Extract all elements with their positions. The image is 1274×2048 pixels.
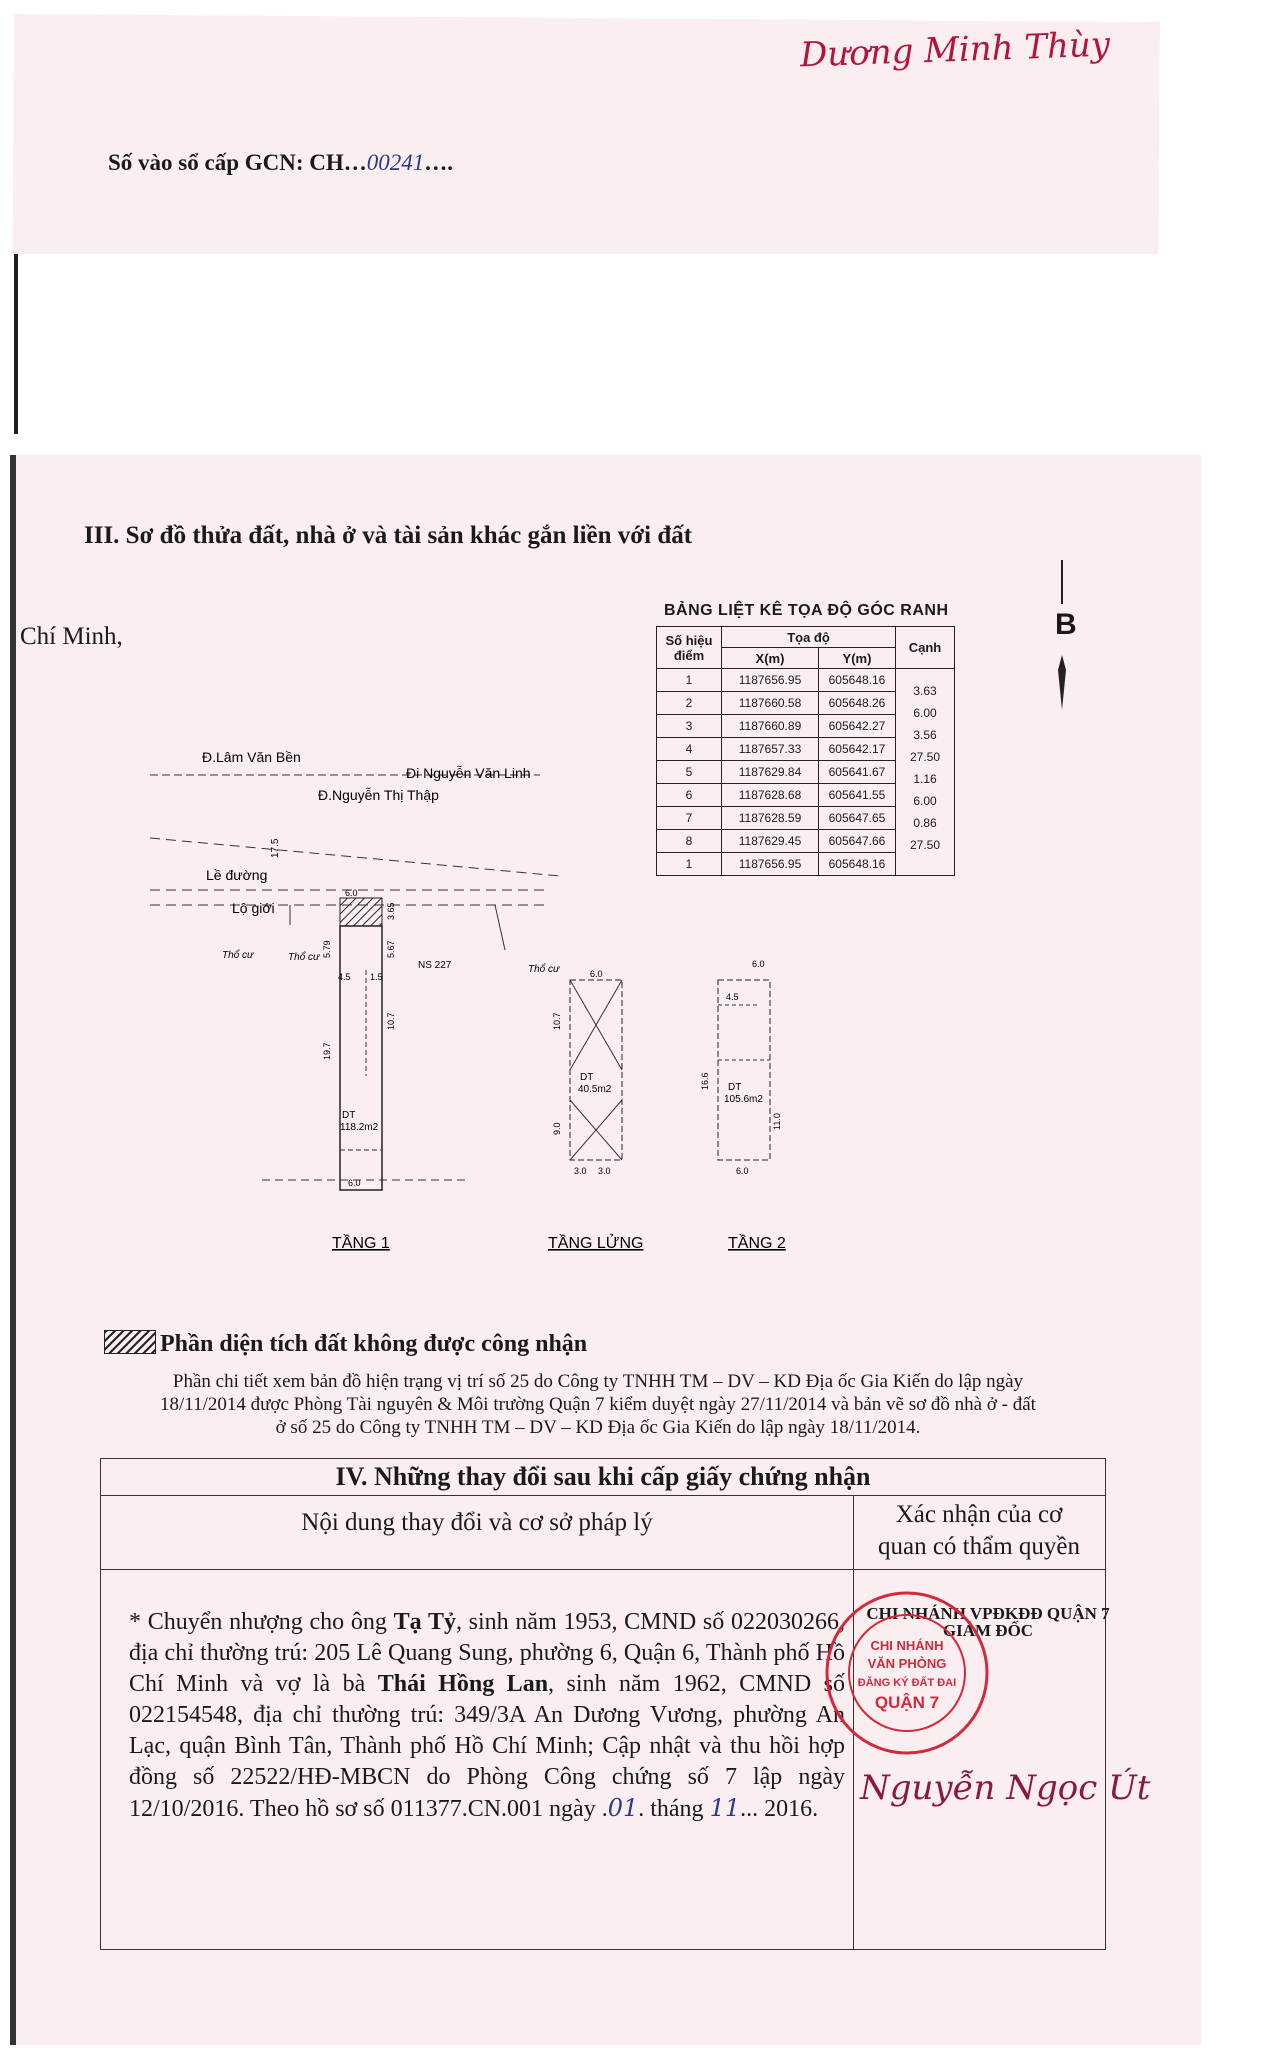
legend-text: Phần diện tích đất không được công nhận bbox=[160, 1331, 588, 1357]
note-line-2: 18/11/2014 được Phòng Tài nguyên & Môi trường Quận 7 kiểm duyệt ngày 27/11/2014 và bản vẽ sơ đồ nhà ở - đất bbox=[160, 1394, 1036, 1415]
f2-h11: 11.0 bbox=[772, 1113, 782, 1130]
coord-cell-pt: 6 bbox=[657, 784, 722, 807]
hatch-swatch-icon bbox=[104, 1330, 156, 1354]
mezzanine-title: TẦNG LỬNG bbox=[548, 1235, 644, 1252]
coord-row bbox=[657, 669, 955, 692]
buyer-name: Tạ Tỷ bbox=[393, 1609, 456, 1635]
entry-month: 11 bbox=[709, 1794, 741, 1822]
f1-h197: 19.7 bbox=[322, 1042, 332, 1060]
road-nguyen-thi-thap: Đ.Nguyễn Thị Thập bbox=[318, 787, 439, 803]
f2-h166: 16.6 bbox=[700, 1072, 710, 1090]
branch-line-1: CHI NHÁNH VPĐKĐĐ QUẬN 7 bbox=[866, 1604, 1110, 1623]
f2-bottom-width: 6.0 bbox=[736, 1166, 749, 1176]
edge-length: 27.50 bbox=[909, 750, 941, 764]
col2-line-2: quan có thẩm quyền bbox=[877, 1533, 1081, 1560]
mz-h9: 9.0 bbox=[552, 1122, 562, 1135]
coord-cell-x: 1187629.45 bbox=[722, 830, 819, 853]
f2-w45: 4.5 bbox=[726, 992, 739, 1002]
coord-cell-pt: 2 bbox=[657, 692, 722, 715]
mezzanine-plan bbox=[528, 963, 622, 1176]
f1-h107: 10.7 bbox=[386, 1012, 396, 1030]
col-y: Y(m) bbox=[819, 648, 896, 669]
entry-p2: , sinh năm 1953, CMND số 022030266, địa chỉ thường trú: 205 Lê Quang Sung, phường 6, Quận 6, Thành phố Hồ Chí Minh và vợ là bà bbox=[129, 1609, 845, 1697]
note-line-1: Phần chi tiết xem bản đồ hiện trạng vị trí số 25 do Công ty TNHH TM – DV – KD Địa ốc Gia Kiến do lập ngày bbox=[172, 1371, 1024, 1392]
coord-cell-y: 605648.26 bbox=[819, 692, 896, 715]
section4-col1-header: Nội dung thay đổi và cơ sở pháp lý bbox=[301, 1509, 653, 1536]
entry-day: 01 bbox=[607, 1794, 639, 1822]
coord-cell-y: 605641.67 bbox=[819, 761, 896, 784]
mz-h107: 10.7 bbox=[552, 1012, 562, 1030]
f2-top-width: 6.0 bbox=[752, 959, 765, 969]
coord-cell-pt: 8 bbox=[657, 830, 722, 853]
f1-h567: 5.67 bbox=[386, 940, 396, 958]
floor2-plan bbox=[700, 959, 782, 1176]
mz-w3b: 3.0 bbox=[598, 1166, 611, 1176]
floor2-title: TẦNG 2 bbox=[728, 1235, 786, 1252]
coord-cell-x: 1187657.33 bbox=[722, 738, 819, 761]
edge-length: 6.00 bbox=[913, 794, 937, 808]
edge-length: 3.63 bbox=[913, 684, 937, 698]
entry-p1: * Chuyển nhượng cho ông bbox=[129, 1609, 394, 1635]
f1-w45: 4.5 bbox=[338, 972, 351, 982]
mz-dt: DT bbox=[580, 1072, 594, 1083]
coord-cell-y: 605642.17 bbox=[819, 738, 896, 761]
f2-dt: DT bbox=[728, 1082, 742, 1093]
top-sheet-blank bbox=[14, 254, 1164, 434]
legend bbox=[104, 1330, 587, 1358]
dim-17-5: 17.5 bbox=[270, 838, 281, 858]
coord-cell-pt: 4 bbox=[657, 738, 722, 761]
coord-cell-x: 1187656.95 bbox=[722, 669, 819, 692]
signature-top: Dương Minh Thùy bbox=[799, 24, 1111, 76]
floor1-plan bbox=[222, 888, 470, 1190]
coord-table-title: BẢNG LIỆT KÊ TỌA ĐỘ GÓC RANH bbox=[664, 602, 949, 619]
mz-w3a: 3.0 bbox=[574, 1166, 587, 1176]
col-point: Số hiệu điểm bbox=[657, 627, 722, 669]
coord-cell-y: 605647.66 bbox=[819, 830, 896, 853]
section3-title: III. Sơ đồ thửa đất, nhà ở và tài sản khác gắn liền với đất bbox=[84, 522, 693, 549]
stamp-line-3: ĐĂNG KÝ ĐẤT ĐAI bbox=[857, 1677, 957, 1689]
gcn-number-line bbox=[108, 150, 453, 176]
mz-area: 40.5m2 bbox=[578, 1084, 612, 1095]
gcn-suffix: …. bbox=[424, 150, 454, 175]
coord-cell-x: 1187660.58 bbox=[722, 692, 819, 715]
col-x: X(m) bbox=[722, 648, 819, 669]
f1-w15: 1.5 bbox=[370, 972, 383, 982]
stamp-line-2: VĂN PHÒNG bbox=[867, 1656, 947, 1671]
note-line-3: ở số 25 do Công ty TNHH TM – DV – KD Địa ốc Gia Kiến do lập ngày 18/11/2014. bbox=[275, 1417, 921, 1438]
col-coords: Tọa độ bbox=[722, 627, 896, 648]
director-signature-name: Nguyễn Ngọc Út bbox=[860, 1768, 1151, 1808]
coord-cell-pt: 5 bbox=[657, 761, 722, 784]
coord-cell-y: 605647.65 bbox=[819, 807, 896, 830]
coord-cell-x: 1187660.89 bbox=[722, 715, 819, 738]
coord-cell-pt: 1 bbox=[657, 669, 722, 692]
section4-col2-header bbox=[853, 1499, 1105, 1563]
transfer-entry bbox=[129, 1607, 845, 1825]
coord-cell-x: 1187628.59 bbox=[722, 807, 819, 830]
coord-cell-x: 1187656.95 bbox=[722, 853, 819, 876]
stamp-line-4: QUẬN 7 bbox=[874, 1693, 940, 1712]
coord-cell-pt: 7 bbox=[657, 807, 722, 830]
edge-length: 6.00 bbox=[913, 706, 937, 720]
col-edge: Cạnh bbox=[896, 627, 955, 669]
col2-line-1: Xác nhận của cơ bbox=[895, 1501, 1063, 1528]
branch-line-2: GIÁM ĐỐC bbox=[942, 1621, 1034, 1640]
mz-top-width: 6.0 bbox=[590, 969, 603, 979]
coord-cell-y: 605641.55 bbox=[819, 784, 896, 807]
edge-length: 0.86 bbox=[913, 816, 937, 830]
label-tho-cu-1: Thổ cư bbox=[222, 950, 254, 961]
left-fragment-text: Chí Minh, bbox=[20, 623, 123, 650]
edge-length: 27.50 bbox=[909, 838, 941, 852]
section4-title: IV. Những thay đổi sau khi cấp giấy chứng nhận bbox=[101, 1459, 1105, 1496]
coord-cell-x: 1187628.68 bbox=[722, 784, 819, 807]
label-ns: NS 227 bbox=[418, 960, 452, 971]
f1-h579: 5.79 bbox=[322, 940, 332, 958]
road-boundary: Lộ giới bbox=[232, 900, 275, 916]
label-tho-cu-3: Thổ cư bbox=[528, 964, 560, 975]
coord-cell-pt: 3 bbox=[657, 715, 722, 738]
f1-h365: 3.65 bbox=[386, 902, 396, 920]
coord-cell-y: 605648.16 bbox=[819, 669, 896, 692]
site-sketch bbox=[150, 730, 1020, 1270]
edge-length: 1.16 bbox=[913, 772, 937, 786]
reference-note bbox=[98, 1370, 1098, 1439]
gcn-number: 00241 bbox=[366, 150, 425, 175]
coord-cell-y: 605648.16 bbox=[819, 853, 896, 876]
coord-cell-pt: 1 bbox=[657, 853, 722, 876]
f2-area: 105.6m2 bbox=[724, 1094, 763, 1105]
road-sidewalk: Lề đường bbox=[206, 867, 268, 883]
entry-p3: , sinh năm 1962, CMND số 022154548, địa chỉ thường trú: 349/3A An Dương Vương, phường An Lạc, quận Bình Tân, Thành phố Hồ Chí Minh; Cập nhật và thu hồi hợp đồng số 22522/HĐ-MBCN do Phòng Công chứng số 7 lập ngày 12/10/2016. Theo hồ sơ số 011377.CN.001 ngày . bbox=[129, 1671, 845, 1822]
entry-p5: ... 2016. bbox=[740, 1796, 819, 1822]
floor1-title: TẦNG 1 bbox=[332, 1235, 390, 1252]
official-seal bbox=[822, 1588, 992, 1758]
north-letter: B bbox=[1055, 608, 1077, 641]
edge-length: 3.56 bbox=[913, 728, 937, 742]
north-arrow-icon bbox=[1052, 560, 1072, 710]
spouse-name: Thái Hồng Lan bbox=[377, 1671, 549, 1697]
unrecognized-area bbox=[340, 898, 382, 926]
coord-cell-x: 1187629.84 bbox=[722, 761, 819, 784]
label-tho-cu-2: Thổ cư bbox=[288, 952, 320, 963]
stamp-line-1: CHI NHÁNH bbox=[870, 1638, 944, 1653]
f1-top-width: 6.0 bbox=[345, 888, 358, 898]
road-nguyen-van-linh: Đi Nguyễn Văn Linh bbox=[406, 765, 531, 781]
f1-bottom-width: 6.0 bbox=[348, 1178, 361, 1188]
f1-area: 118.2m2 bbox=[340, 1122, 379, 1133]
coord-cell-y: 605642.27 bbox=[819, 715, 896, 738]
road-lam-van-ben: Đ.Lâm Văn Bền bbox=[202, 749, 301, 765]
gcn-label: Số vào sổ cấp GCN: CH… bbox=[108, 150, 367, 175]
entry-p4: . tháng bbox=[638, 1796, 710, 1822]
f1-dt: DT bbox=[342, 1110, 356, 1121]
